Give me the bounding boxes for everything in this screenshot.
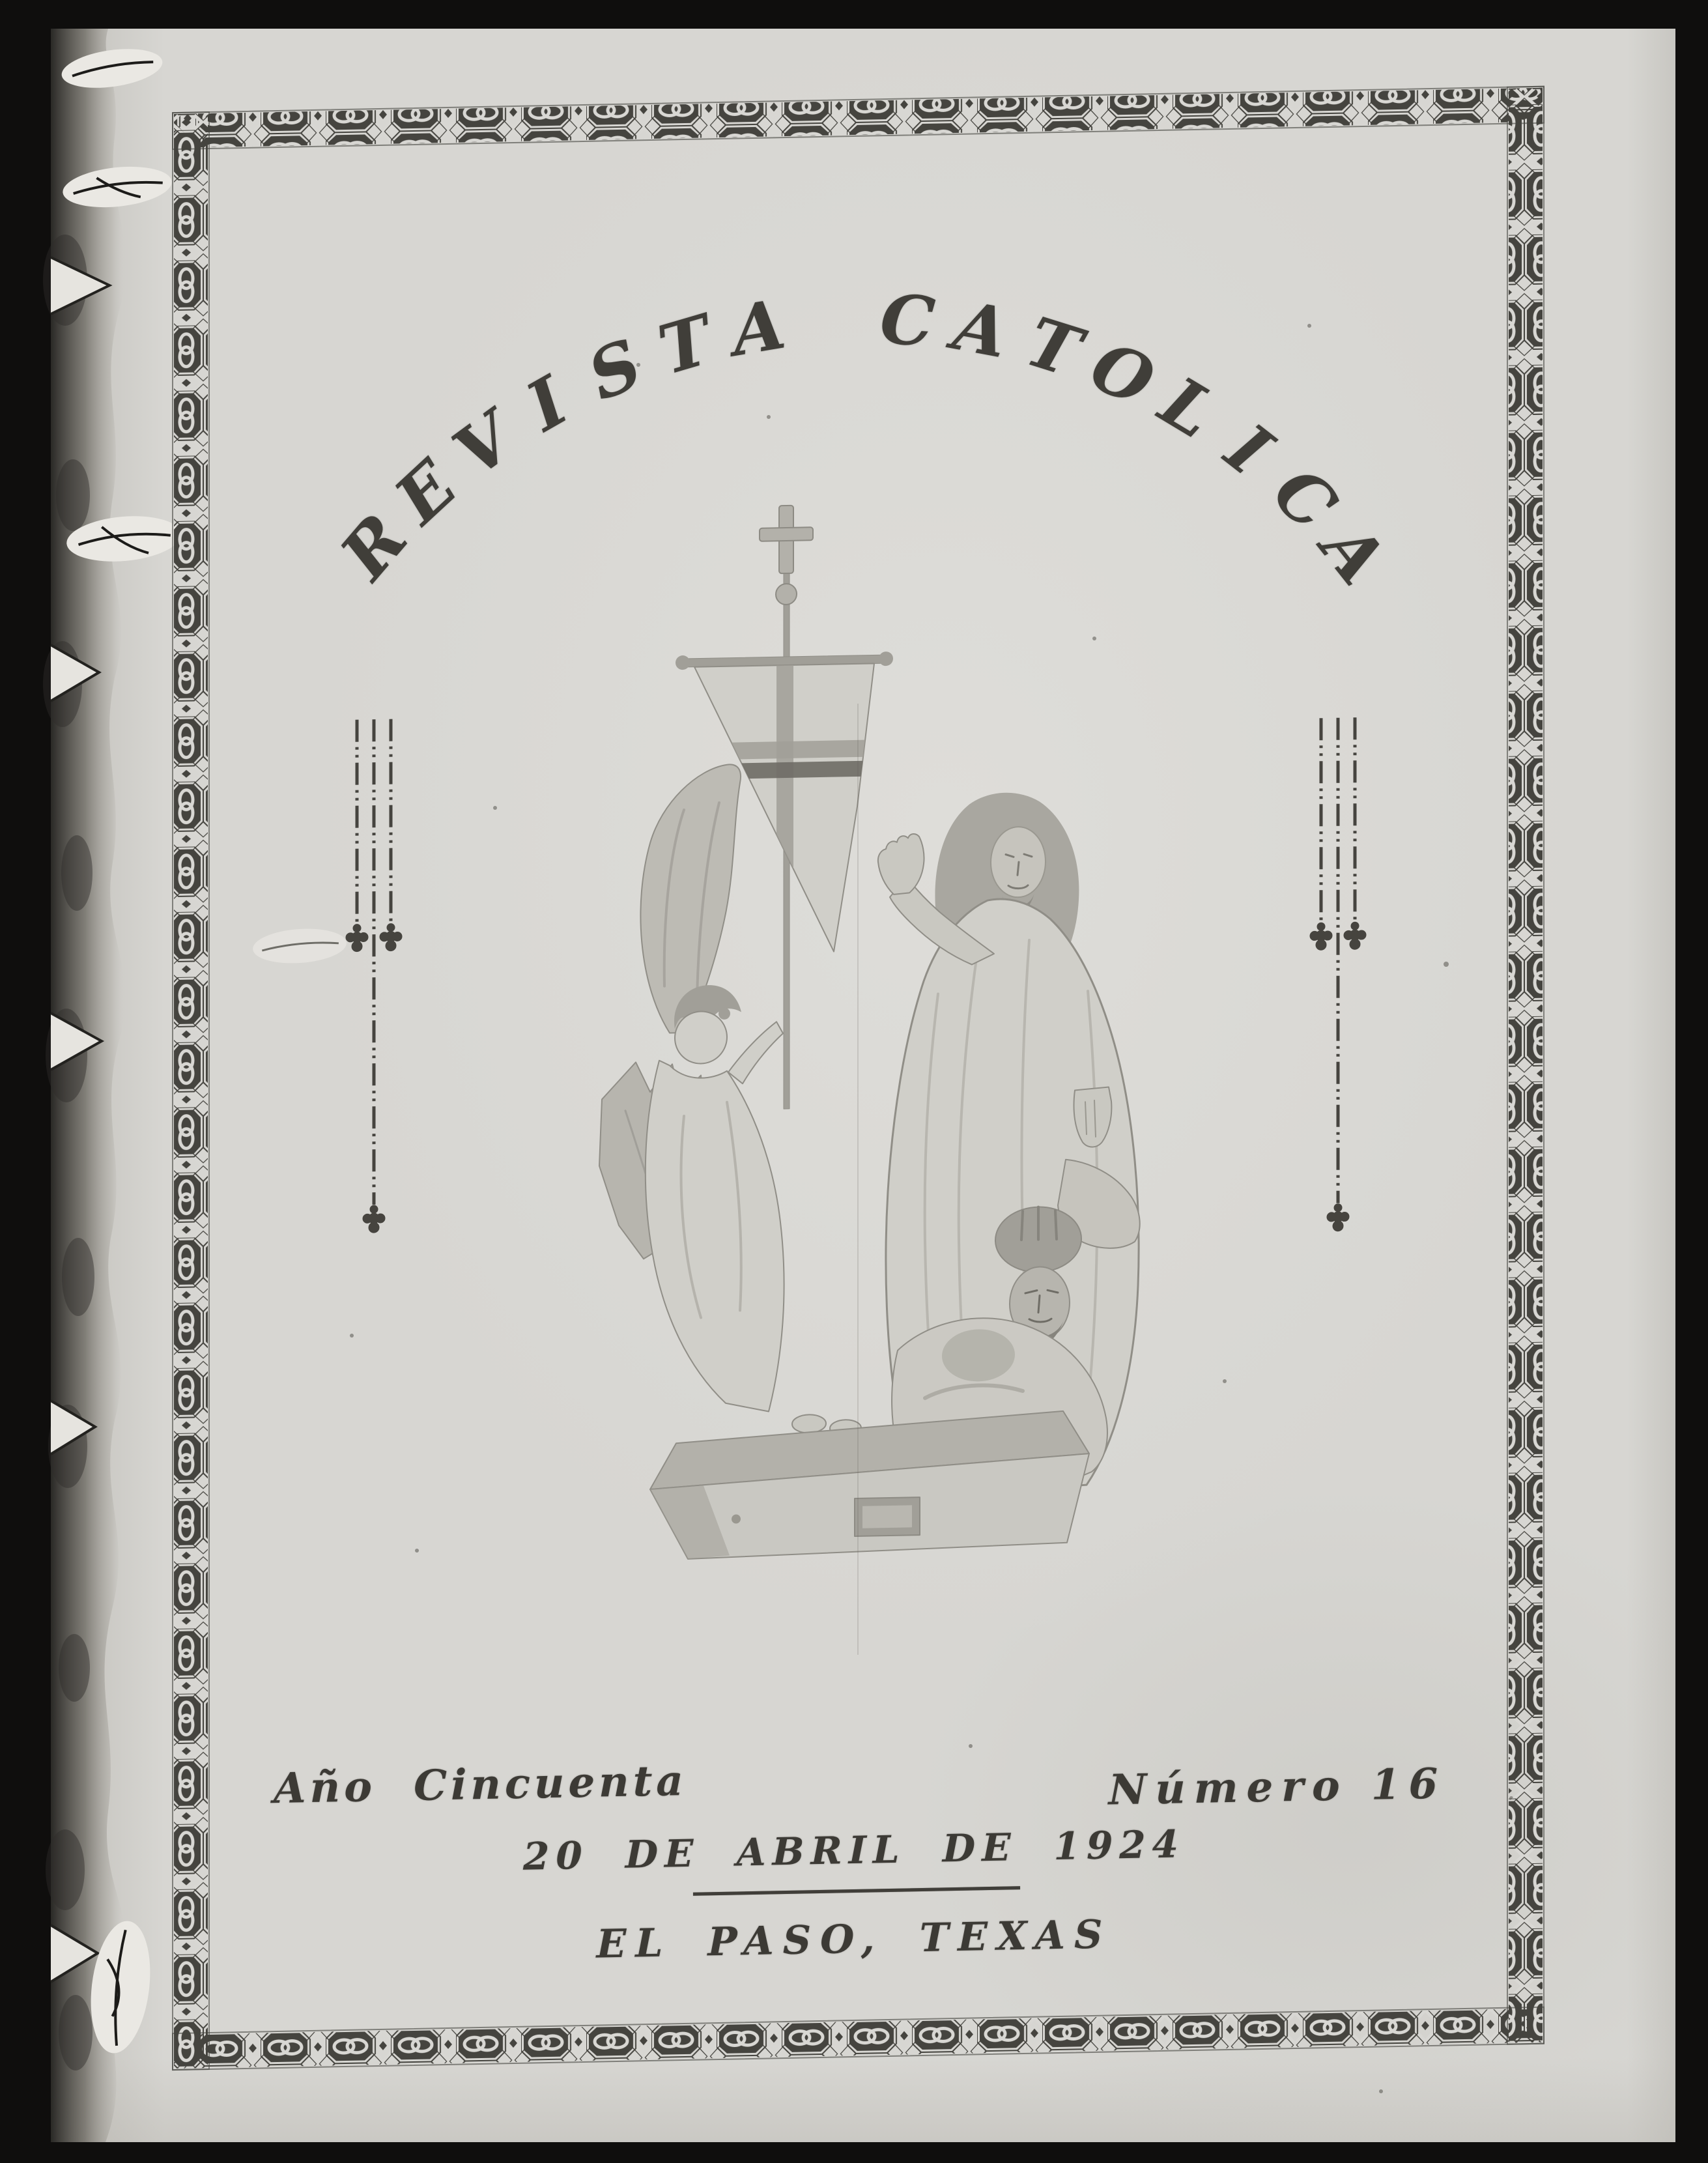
- masthead-letter: A: [726, 283, 791, 372]
- paper-crease: [857, 704, 859, 1655]
- masthead-letter: A: [1306, 508, 1402, 599]
- cross-finial-icon: [1327, 1203, 1349, 1231]
- masthead-letter: R: [325, 499, 423, 594]
- issue-date-line: 20 DE ABRIL DE 1924: [522, 1822, 1186, 1879]
- cross-finial-top-icon: [760, 505, 813, 605]
- christ-open-hand: [878, 834, 924, 895]
- masthead-letter: T: [650, 299, 720, 390]
- masthead-letter: E: [380, 445, 472, 539]
- masthead-letter: L: [1146, 361, 1230, 455]
- cross-finial-icon: [363, 1205, 385, 1233]
- masthead-letter: O: [1079, 324, 1167, 422]
- issue-number-label: Número 16: [1108, 1759, 1446, 1815]
- christ-foot: [792, 1414, 826, 1433]
- year-label: Año Cincuenta: [274, 1756, 687, 1814]
- cross-finial-icon: [1344, 922, 1366, 950]
- banner-cross-horizontal: [704, 739, 874, 760]
- angel-figure: [599, 764, 784, 1415]
- masthead-letter: A: [947, 285, 1016, 374]
- masthead-letter: V: [439, 396, 529, 493]
- masthead-letter: I: [1212, 408, 1287, 491]
- masthead-letter: C: [1257, 450, 1352, 546]
- right-dashed-rule-ornament: [1310, 717, 1366, 1232]
- cross-finial-icon: [346, 924, 368, 952]
- masthead-letter: C: [877, 278, 938, 362]
- place-line: EL PASO, TEXAS: [596, 1912, 1112, 1968]
- cross-finial-icon: [380, 923, 402, 951]
- left-dashed-rule-ornament: [346, 719, 402, 1233]
- masthead-letter: S: [576, 323, 653, 417]
- statue-pedestal: [650, 1411, 1089, 1560]
- masthead-letter: I: [514, 360, 580, 446]
- masthead-letter: T: [1016, 301, 1090, 394]
- cross-finial-icon: [1310, 923, 1332, 951]
- cover-statue-illustration: [599, 499, 1140, 1561]
